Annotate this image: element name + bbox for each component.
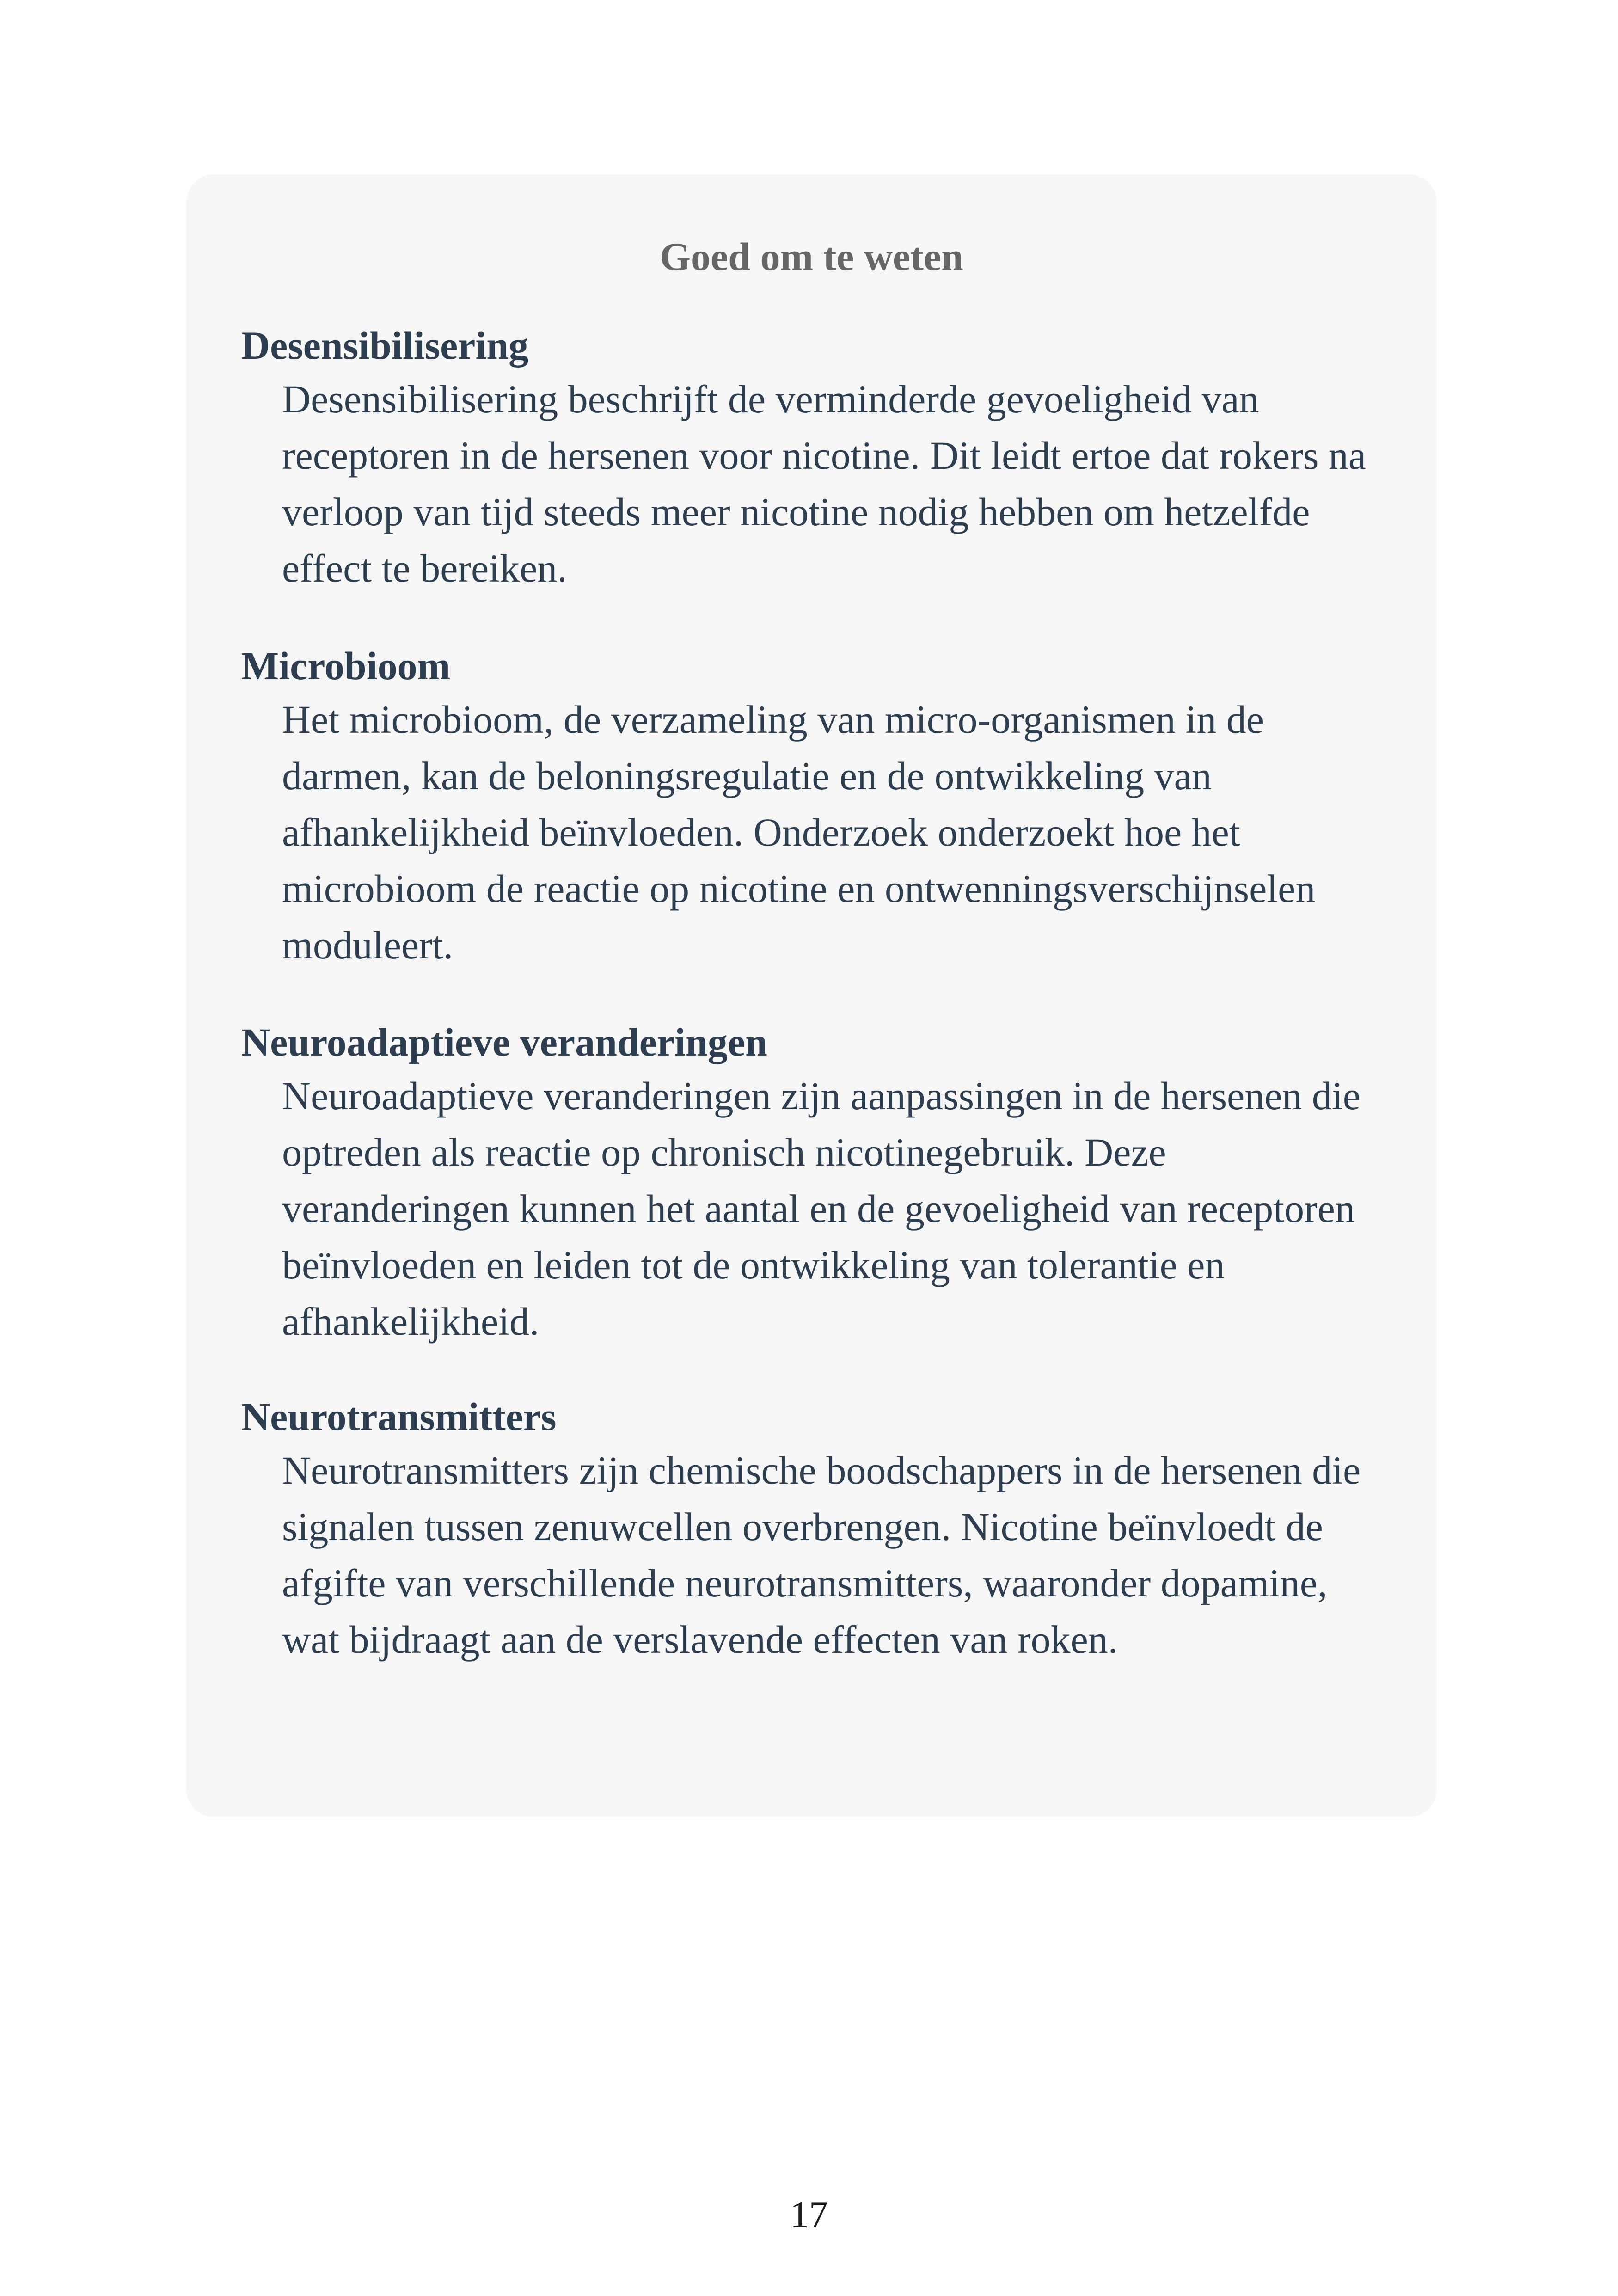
box-title: Goed om te weten (660, 234, 963, 279)
glossary-definition: Het microbioom, de verzameling van micro-organismen in de darmen, kan de beloningsregulatie en de ontwikkeling van afhankelijkheid beïnvloeden. Onderzoek onderzoekt hoe het microbioom de reactie op nicotine en ontwenningsverschijnselen moduleert. (282, 697, 1316, 967)
page-number: 17 (790, 2193, 828, 2235)
glossary-entry-microbioom (241, 640, 1420, 973)
glossary-entry-neuroadaptieve-veranderingen (241, 1017, 1420, 1350)
glossary-term: Microbioom (241, 644, 451, 688)
glossary-term: Neuroadaptieve veranderingen (241, 1020, 767, 1064)
glossary-definition: Desensibilisering beschrijft de verminderde gevoeligheid van receptoren in de hersenen voor nicotine. Dit leidt ertoe dat rokers na verloop van tijd steeds meer nicotine nodig hebben om hetzelfde effect te bereiken. (282, 377, 1366, 590)
glossary-term: Neurotransmitters (241, 1394, 557, 1439)
glossary-term: Desensibilisering (241, 323, 529, 368)
glossary-entry-desensibilisering (241, 320, 1420, 596)
glossary-definition: Neurotransmitters zijn chemische boodschappers in de hersenen die signalen tussen zenuwcellen overbrengen. Nicotine beïnvloedt de afgifte van verschillende neurotransmitters, waaronder dopamine, wat bijdraagt aan de verslavende effecten van roken. (282, 1448, 1361, 1662)
good-to-know-box (186, 174, 1437, 1817)
glossary-definition: Neuroadaptieve veranderingen zijn aanpassingen in de hersenen die optreden als reactie op chronisch nicotinegebruik. Deze veranderingen kunnen het aantal en de gevoeligheid van receptoren beïnvloeden en leiden tot de ontwikkeling van tolerantie en afhankelijkheid. (282, 1074, 1361, 1344)
glossary-entry-neurotransmitters (241, 1391, 1420, 1668)
